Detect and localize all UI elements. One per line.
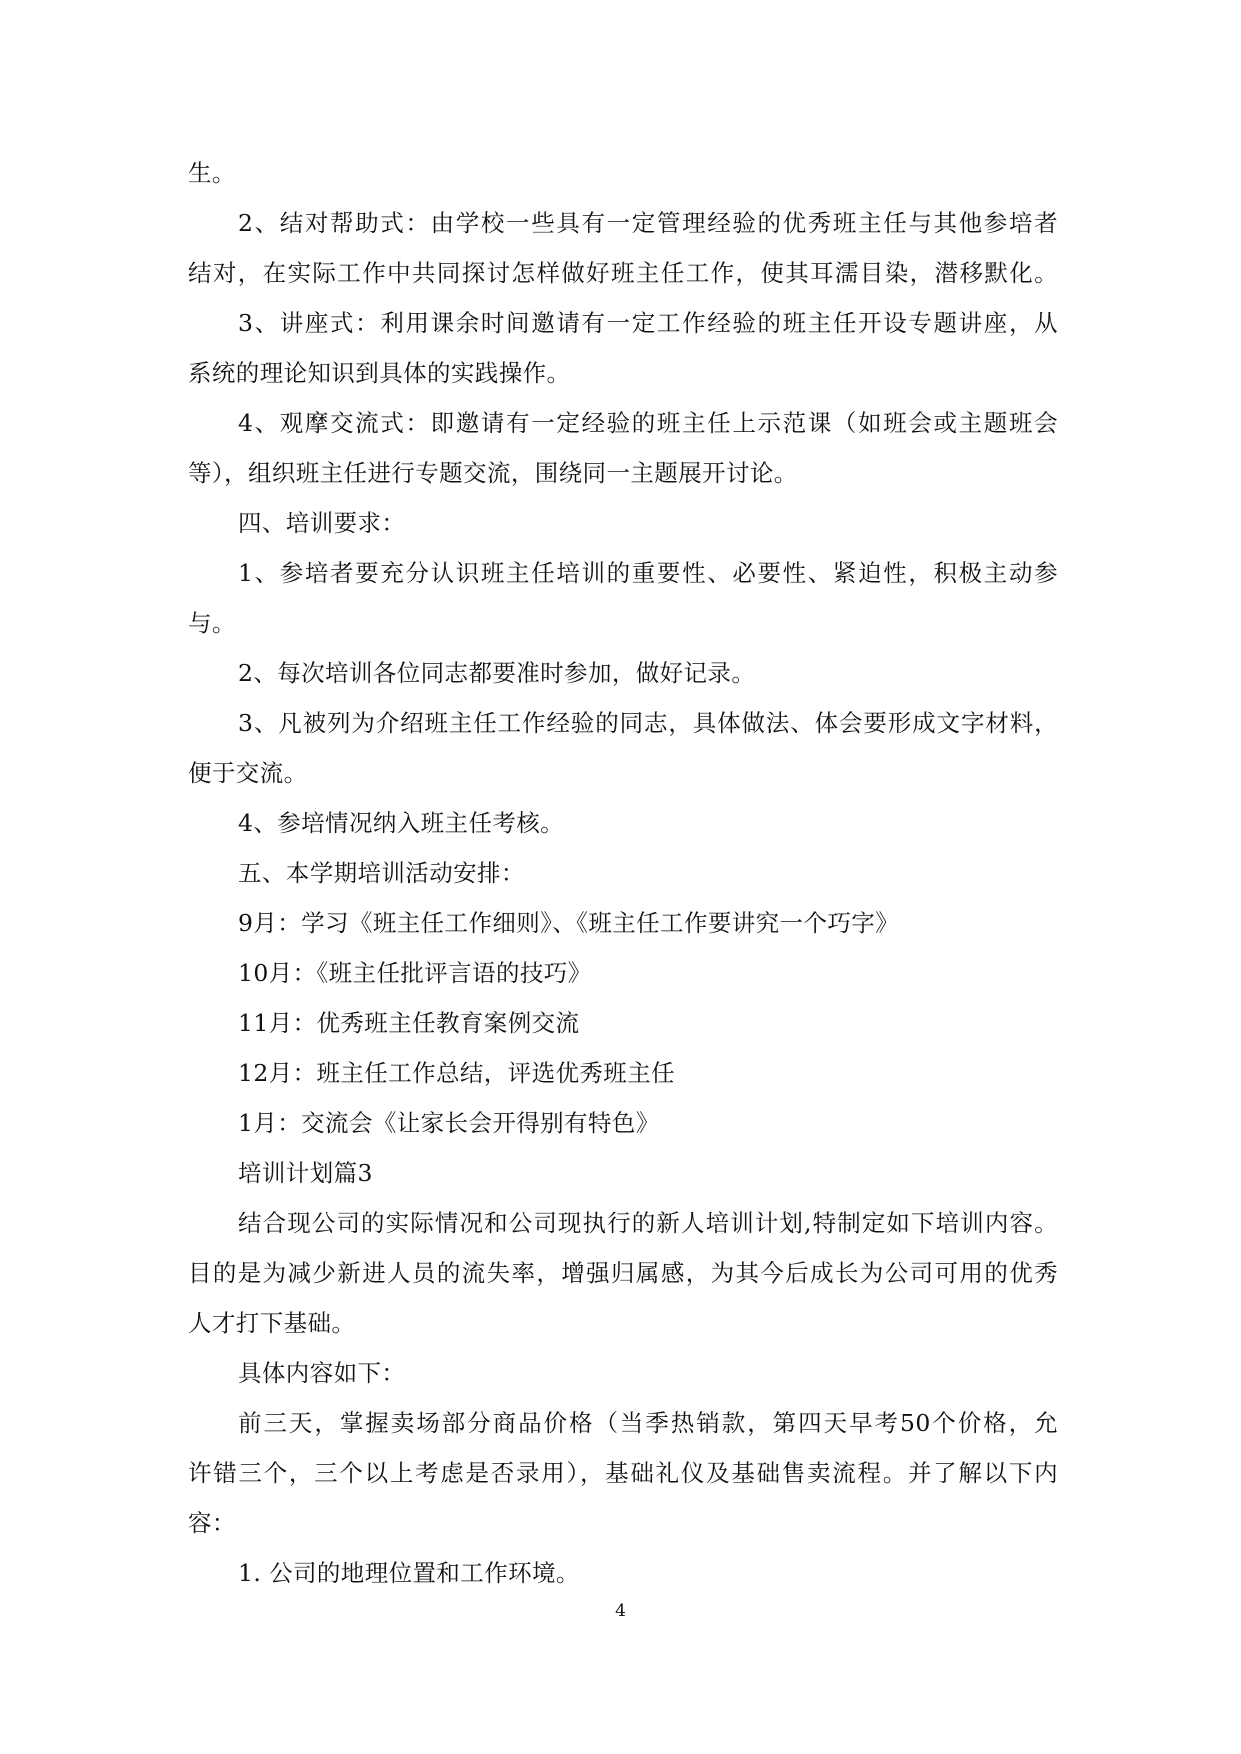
text-line: 2、结对帮助式：由学校一些具有一定管理经验的优秀班主任与其他参培者 bbox=[238, 209, 1058, 237]
text-line: 1月：交流会《让家长会开得别有特色》 bbox=[238, 1109, 660, 1137]
text-line: 10月：《班主任批评言语的技巧》 bbox=[238, 959, 592, 987]
text-line: 四、培训要求： bbox=[238, 509, 406, 537]
text-line: 等），组织班主任进行专题交流，围绕同一主题展开讨论。 bbox=[188, 459, 798, 487]
text-line: 结合现公司的实际情况和公司现执行的新人培训计划,特制定如下培训内容。 bbox=[238, 1209, 1058, 1237]
text-line: 容： bbox=[188, 1509, 236, 1537]
page-number: 4 bbox=[615, 1601, 626, 1621]
text-line: 11月：优秀班主任教育案例交流 bbox=[238, 1009, 580, 1037]
document-body bbox=[188, 148, 1058, 1598]
text-line: 2、每次培训各位同志都要准时参加，做好记录。 bbox=[238, 659, 756, 687]
text-line: 4、观摩交流式：即邀请有一定经验的班主任上示范课（如班会或主题班会 bbox=[238, 409, 1058, 437]
text-line: 1、参培者要充分认识班主任培训的重要性、必要性、紧迫性，积极主动参 bbox=[238, 559, 1058, 587]
text-line: 1. 公司的地理位置和工作环境。 bbox=[238, 1559, 580, 1587]
text-line: 12月：班主任工作总结，评选优秀班主任 bbox=[238, 1059, 676, 1087]
text-line: 具体内容如下： bbox=[238, 1359, 406, 1387]
text-line: 与。 bbox=[188, 609, 236, 637]
text-line: 9月：学习《班主任工作细则》、《班主任工作要讲究一个巧字》 bbox=[238, 909, 900, 937]
text-line: 4、参培情况纳入班主任考核。 bbox=[238, 809, 565, 837]
text-line: 生。 bbox=[188, 159, 236, 187]
text-line: 目的是为减少新进人员的流失率，增强归属感，为其今后成长为公司可用的优秀 bbox=[188, 1259, 1058, 1287]
text-line: 3、凡被列为介绍班主任工作经验的同志，具体做法、体会要形成文字材料， bbox=[238, 709, 1058, 737]
text-line: 便于交流。 bbox=[188, 759, 308, 787]
text-line: 五、本学期培训活动安排： bbox=[238, 859, 525, 887]
text-line: 培训计划篇3 bbox=[238, 1159, 373, 1187]
text-line: 系统的理论知识到具体的实践操作。 bbox=[188, 359, 571, 387]
text-line: 人才打下基础。 bbox=[188, 1309, 356, 1337]
text-line: 前三天，掌握卖场部分商品价格（当季热销款，第四天早考50个价格，允 bbox=[238, 1409, 1058, 1437]
text-line: 许错三个，三个以上考虑是否录用），基础礼仪及基础售卖流程。并了解以下内 bbox=[188, 1459, 1058, 1487]
text-line: 结对，在实际工作中共同探讨怎样做好班主任工作，使其耳濡目染，潜移默化。 bbox=[188, 259, 1058, 287]
text-line: 3、讲座式：利用课余时间邀请有一定工作经验的班主任开设专题讲座，从 bbox=[238, 309, 1058, 337]
